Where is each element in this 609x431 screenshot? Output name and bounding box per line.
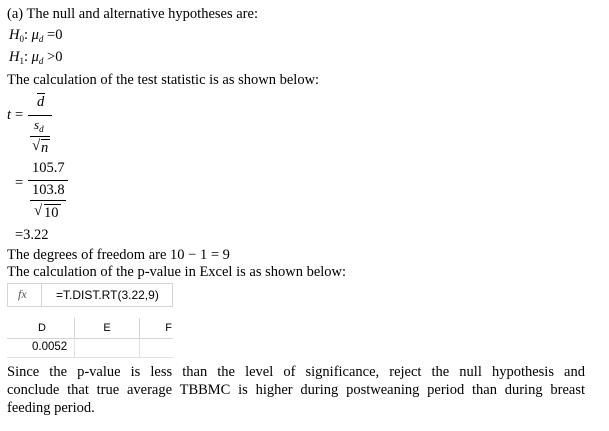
alternative-hypothesis — [9, 49, 62, 66]
sqrt-n: n — [41, 140, 49, 156]
conclusion-line-2: conclude that true average TBBMC is higher during postweaning period than during breast — [7, 382, 585, 398]
column-e-label: E — [103, 322, 111, 334]
sub-equals: = — [15, 175, 24, 191]
t-result: =3.22 — [15, 227, 49, 243]
sub-fraction-bar-inner — [30, 200, 66, 201]
t-equals: = — [15, 107, 24, 123]
sub-den-top: 103.8 — [32, 182, 65, 198]
column-f-label: F — [165, 322, 172, 334]
s-letter: s — [34, 117, 40, 132]
sub-numerator: 105.7 — [32, 160, 65, 176]
column-header-f[interactable] — [140, 318, 172, 338]
conclusion-line-3: feeding period. — [7, 400, 95, 416]
h1-value: 0 — [55, 49, 63, 65]
cell-d[interactable] — [10, 339, 75, 358]
h0-colon: : — [23, 27, 29, 43]
grid-line — [7, 357, 173, 358]
h0-mu: μ — [31, 27, 39, 43]
h1-relation: > — [47, 49, 56, 65]
h0-sub: 0 — [19, 34, 24, 44]
h1-symbol: H — [9, 49, 20, 65]
fraction-bar-main — [28, 115, 52, 116]
h0-symbol: H — [9, 27, 20, 43]
column-header-e[interactable] — [75, 318, 140, 338]
part-heading: (a) The null and alternative hypotheses are: — [7, 6, 258, 22]
h0-value: 0 — [55, 27, 63, 43]
sub-fraction-bar-main — [28, 180, 68, 181]
pvalue-intro: The calculation of the p-value in Excel is as shown below: — [7, 264, 347, 280]
d-bar — [37, 94, 44, 111]
column-d-label: D — [38, 322, 46, 334]
column-header-d[interactable] — [10, 318, 75, 338]
fx-icon: fx — [18, 287, 27, 301]
t-symbol: t — [7, 107, 12, 123]
formula-bar[interactable] — [42, 283, 173, 307]
cell-e[interactable] — [75, 339, 140, 358]
conclusion-line-1: Since the p-value is less than the level of significance, reject the null hypothesis and — [7, 364, 585, 380]
sub-sqrt-value: 10 — [44, 205, 59, 221]
h1-mu: μ — [31, 49, 39, 65]
null-hypothesis — [9, 27, 62, 44]
h0-relation: = — [47, 27, 56, 43]
s-sub: d — [39, 124, 44, 134]
sqrt-icon: √ — [32, 138, 41, 154]
h0-mu-sub: d — [38, 34, 44, 44]
sub-sqrt-icon: √ — [34, 203, 43, 219]
h1-sub: 1 — [19, 56, 24, 66]
fraction-bar-inner — [30, 136, 50, 137]
cell-d-value: 0.0052 — [32, 341, 68, 353]
h1-mu-sub: d — [38, 56, 44, 66]
h1-colon: : — [23, 49, 29, 65]
degrees-of-freedom: The degrees of freedom are 10 − 1 = 9 — [7, 247, 230, 263]
fx-box — [7, 283, 42, 307]
d-bar-letter: d — [37, 94, 45, 110]
test-stat-intro: The calculation of the test statistic is as shown below: — [7, 72, 320, 88]
formula-text: =T.DIST.RT(3.22,9) — [56, 288, 159, 302]
s-d — [34, 117, 44, 134]
